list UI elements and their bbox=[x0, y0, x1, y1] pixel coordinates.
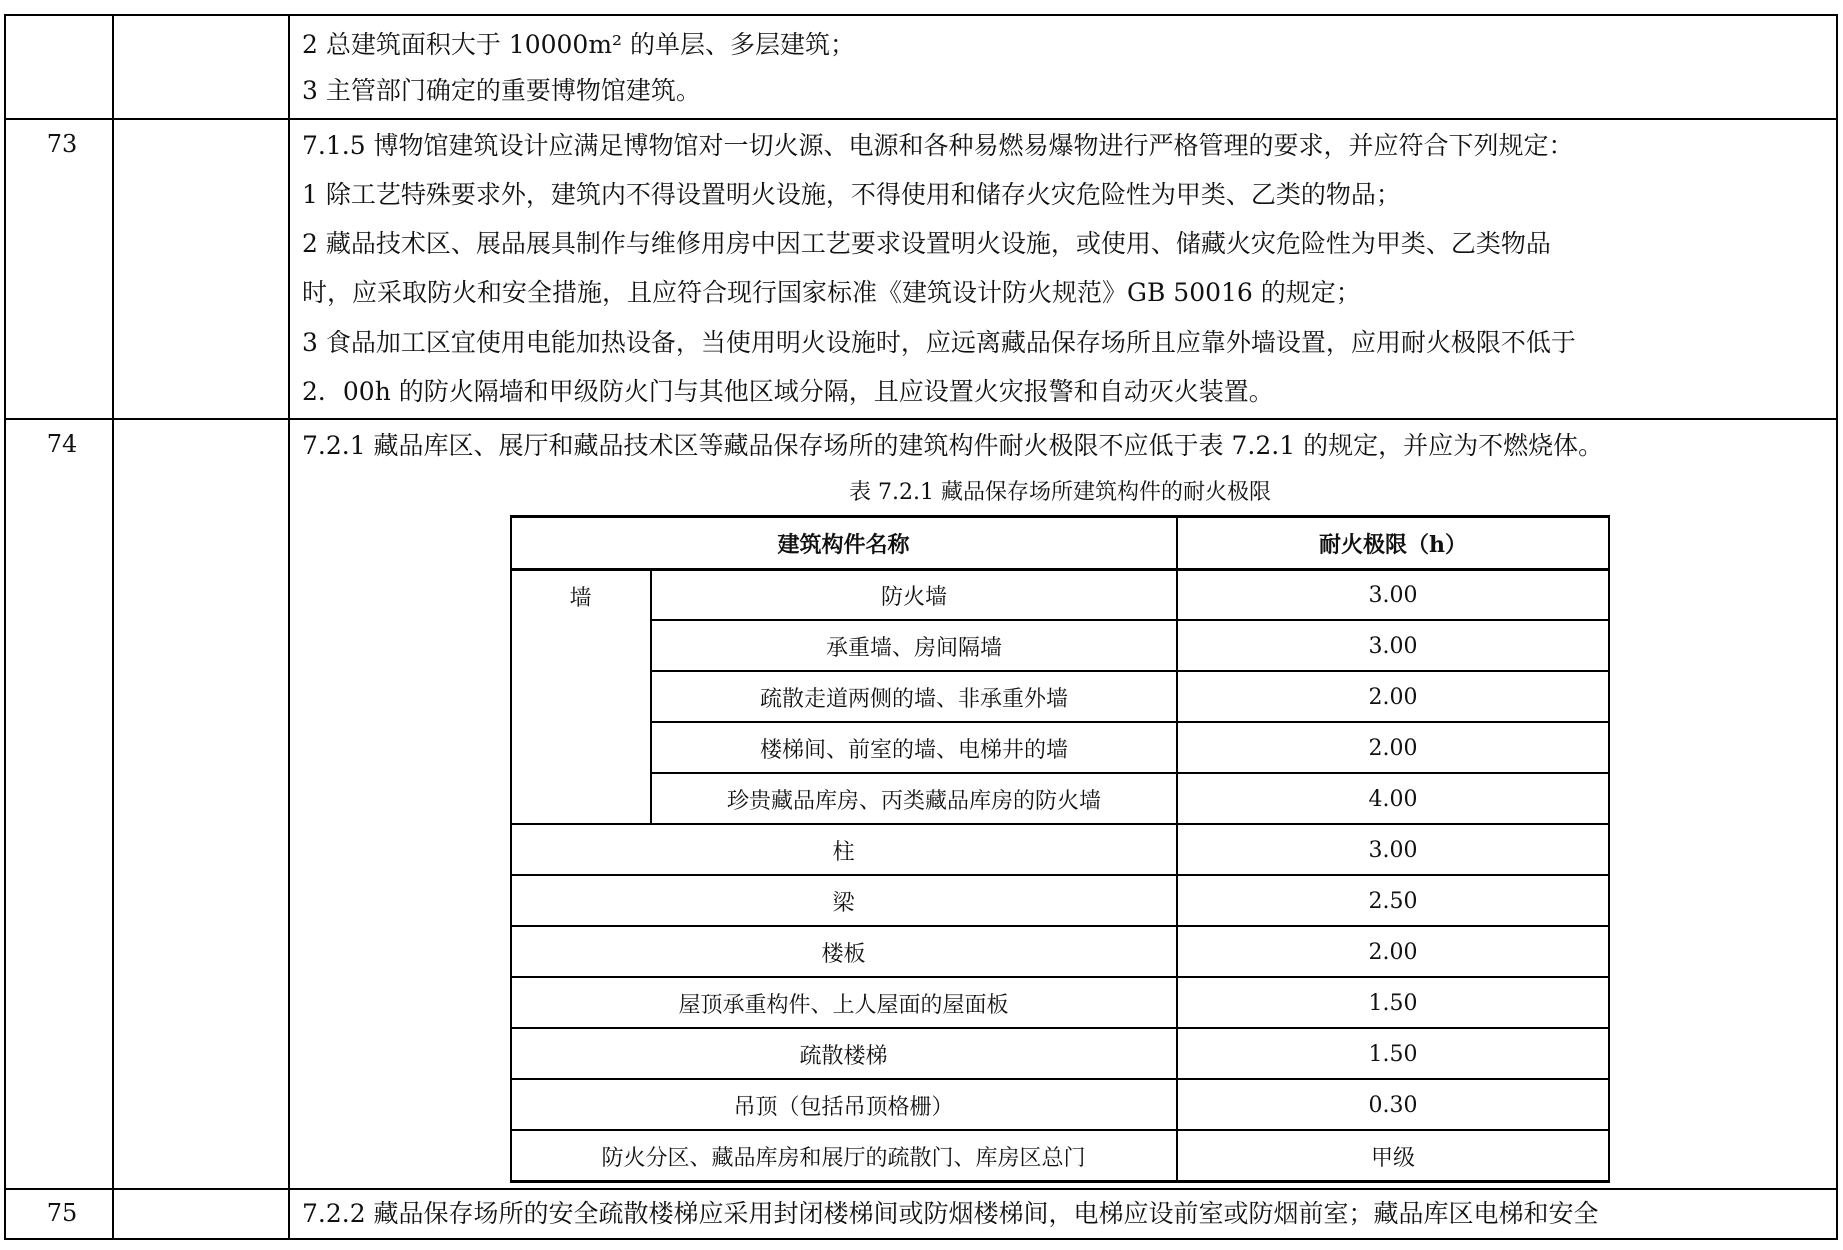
table-cell-name: 楼梯间、前室的墙、电梯井的墙 bbox=[759, 737, 1068, 763]
table-cell-name: 楼板 bbox=[821, 941, 866, 967]
table-cell-limit: 2.50 bbox=[1368, 888, 1418, 914]
grid-line-row74 bbox=[4, 418, 1838, 420]
table-cell-limit: 3.00 bbox=[1368, 582, 1418, 608]
row-text-line: 7.1.5 博物馆建筑设计应满足博物馆对一切火源、电源和各种易燃易爆物进行严格管理的要求，并应符合下列规定： bbox=[302, 131, 1574, 160]
row-text-line: 1 除工艺特殊要求外，建筑内不得设置明火设施，不得使用和储存火灾危险性为甲类、乙类的物品； bbox=[302, 180, 1401, 209]
table-cell-limit: 3.00 bbox=[1368, 633, 1418, 659]
header-component-name: 建筑构件名称 bbox=[777, 531, 910, 558]
row-text-line: 时，应采取防火和安全措施，且应符合现行国家标准《建筑设计防火规范》GB 50016 的规定； bbox=[302, 278, 1361, 307]
table-cell-limit: 1.50 bbox=[1368, 990, 1418, 1016]
grid-line-col2 bbox=[288, 14, 290, 1240]
row-text-line: 2．00h 的防火隔墙和甲级防火门与其他区域分隔，且应设置火灾报警和自动灭火装置。 bbox=[302, 377, 1274, 406]
table-cell-name: 吊顶（包括吊顶格栅） bbox=[733, 1094, 954, 1120]
table-cell-name: 屋顶承重构件、上人屋面的屋面板 bbox=[678, 992, 1009, 1018]
table-cell-limit: 4.00 bbox=[1368, 786, 1418, 812]
table-cell-name: 防火分区、藏品库房和展厅的疏散门、库房区总门 bbox=[601, 1145, 1086, 1171]
table-cell-name: 疏散走道两侧的墙、非承重外墙 bbox=[759, 686, 1068, 712]
header-fire-limit: 耐火极限（h） bbox=[1319, 531, 1467, 558]
grid-line-right bbox=[1836, 14, 1838, 1240]
row-text-line: 2 藏品技术区、展品展具制作与维修用房中因工艺要求设置明火设施，或使用、储藏火灾危险性为甲类、乙类物品 bbox=[302, 229, 1551, 258]
row-text-line: 7.2.1 藏品库区、展厅和藏品技术区等藏品保存场所的建筑构件耐火极限不应低于表 7.2.1 的规定，并应为不燃烧体。 bbox=[302, 431, 1604, 460]
table-cell-name: 珍贵藏品库房、丙类藏品库房的防火墙 bbox=[726, 788, 1101, 814]
wall-group-label: 墙 bbox=[569, 585, 592, 611]
row-number-75: 75 bbox=[46, 1199, 78, 1227]
table-cell-name: 防火墙 bbox=[880, 584, 947, 610]
row-number-74: 74 bbox=[46, 430, 78, 458]
table-cell-limit: 甲级 bbox=[1370, 1145, 1415, 1171]
row-text-line: 7.2.2 藏品保存场所的安全疏散楼梯应采用封闭楼梯间或防烟楼梯间，电梯应设前室或防烟前室；藏品库区电梯和安全 bbox=[302, 1199, 1599, 1228]
table-cell-name: 柱 bbox=[832, 839, 855, 865]
table-cell-limit: 1.50 bbox=[1368, 1041, 1418, 1067]
row-text-line: 3 主管部门确定的重要博物馆建筑。 bbox=[302, 76, 701, 105]
table-cell-name: 承重墙、房间隔墙 bbox=[825, 635, 1002, 661]
table-cell-limit: 2.00 bbox=[1368, 684, 1418, 710]
fire-resistance-table bbox=[510, 515, 1610, 1185]
row-text-line: 3 食品加工区宜使用电能加热设备，当使用明火设施时，应远离藏品保存场所且应靠外墙设置，应用耐火极限不低于 bbox=[302, 328, 1576, 357]
table-cell-name: 梁 bbox=[832, 890, 855, 916]
table-cell-limit: 3.00 bbox=[1368, 837, 1418, 863]
table-cell-limit: 2.00 bbox=[1368, 939, 1418, 965]
table-cell-name: 疏散楼梯 bbox=[799, 1043, 888, 1069]
grid-line-row73 bbox=[4, 118, 1838, 120]
grid-line-left bbox=[4, 14, 6, 1240]
row-text-line: 2 总建筑面积大于 10000m² 的单层、多层建筑； bbox=[302, 30, 856, 59]
table-cell-limit: 0.30 bbox=[1368, 1092, 1418, 1118]
grid-line-col1 bbox=[112, 14, 114, 1240]
table-cell-limit: 2.00 bbox=[1368, 735, 1418, 761]
table-caption: 表 7.2.1 藏品保存场所建筑构件的耐火极限 bbox=[849, 480, 1271, 505]
grid-line-top bbox=[4, 14, 1838, 16]
row-number-73: 73 bbox=[46, 130, 78, 158]
